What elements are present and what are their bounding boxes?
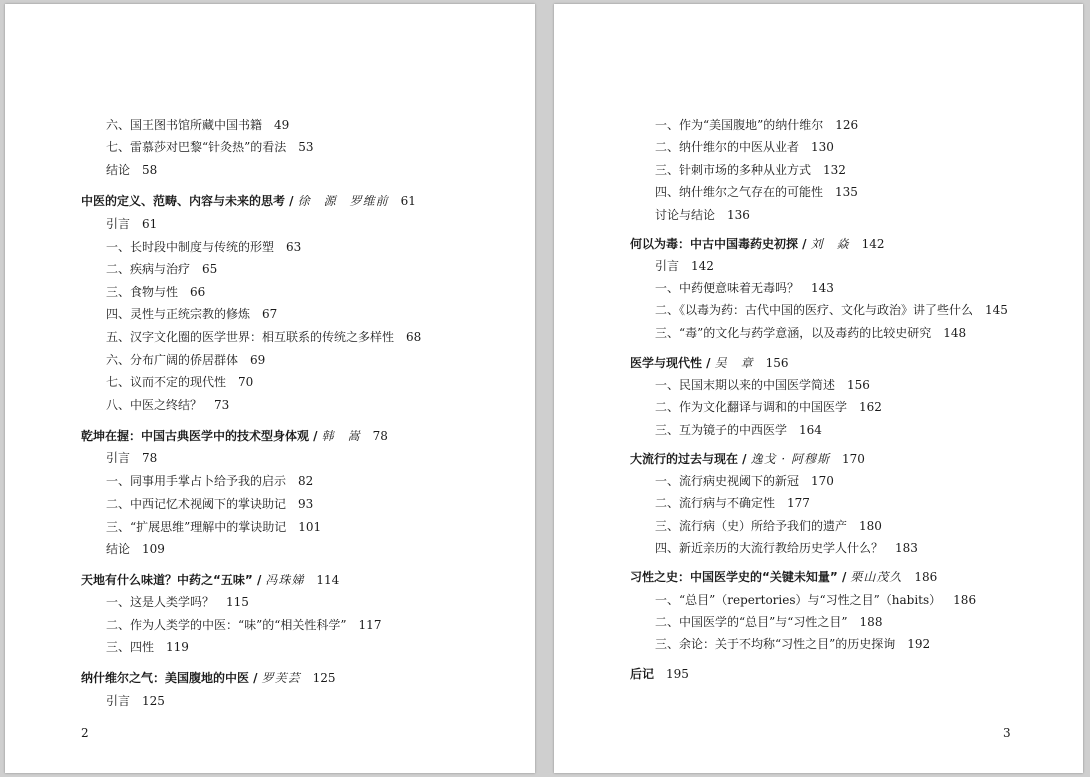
page-number: 2 bbox=[81, 726, 89, 740]
entry-page-number: 170 bbox=[842, 452, 865, 466]
toc-section-entry bbox=[655, 637, 930, 651]
entry-title: 四、新近亲历的大流行教给历史学人什么？ bbox=[655, 541, 884, 555]
toc-section-entry bbox=[655, 378, 870, 392]
entry-title: 二、纳什维尔的中医从业者 bbox=[655, 140, 800, 154]
toc-chapter-entry bbox=[630, 237, 884, 251]
toc-section-entry bbox=[655, 326, 966, 340]
toc-section-entry bbox=[106, 353, 265, 367]
toc-chapter-entry bbox=[630, 452, 865, 466]
entry-title: 六、国王图书馆所藏中国书籍 bbox=[106, 118, 263, 132]
toc-section-entry bbox=[655, 185, 858, 199]
entry-title: 医学与现代性 / bbox=[630, 356, 711, 370]
toc-section-entry bbox=[655, 118, 858, 132]
entry-author: 栗山茂久 bbox=[850, 570, 903, 584]
entry-page-number: 188 bbox=[859, 615, 883, 629]
entry-title: 三、针刺市场的多种从业方式 bbox=[655, 163, 812, 177]
toc-chapter-entry bbox=[630, 356, 788, 370]
entry-title: 习性之史：中国医学史的“关键未知量” / bbox=[630, 570, 847, 584]
entry-title: 何以为毒：中古中国毒药史初探 / bbox=[630, 237, 807, 251]
toc-section-entry bbox=[106, 542, 165, 556]
entry-page-number: 143 bbox=[811, 281, 834, 295]
entry-page-number: 192 bbox=[907, 637, 931, 651]
entry-page-number: 162 bbox=[859, 400, 882, 414]
entry-title: 六、分布广阔的侨居群体 bbox=[106, 353, 239, 367]
entry-page-number: 78 bbox=[372, 429, 388, 443]
entry-page-number: 186 bbox=[914, 570, 938, 584]
entry-page-number: 186 bbox=[953, 593, 977, 607]
toc-section-entry bbox=[655, 541, 918, 555]
toc-section-entry bbox=[655, 303, 1008, 317]
entry-author: 刘 焱 bbox=[810, 237, 850, 251]
toc-section-entry bbox=[106, 118, 289, 132]
toc-section-entry bbox=[106, 618, 381, 632]
entry-page-number: 61 bbox=[142, 217, 158, 231]
entry-title: 一、中药便意味着无毒吗？ bbox=[655, 281, 800, 295]
entry-page-number: 195 bbox=[666, 667, 689, 681]
toc-section-entry bbox=[655, 593, 976, 607]
toc-chapter-entry bbox=[81, 429, 388, 443]
entry-title: 一、这是人类学吗？ bbox=[106, 595, 215, 609]
toc-section-entry bbox=[655, 519, 882, 533]
page-left bbox=[5, 4, 535, 773]
entry-title: 后记 bbox=[630, 667, 655, 681]
toc-chapter-entry bbox=[81, 194, 416, 208]
entry-title: 一、同事用手掌占卜给予我的启示 bbox=[106, 474, 287, 488]
entry-title: 引言 bbox=[106, 451, 131, 465]
entry-page-number: 49 bbox=[274, 118, 290, 132]
toc-section-entry bbox=[106, 640, 189, 654]
entry-title: 乾坤在握：中国古典医学中的技术型身体观 / bbox=[81, 429, 318, 443]
toc-section-entry bbox=[106, 520, 321, 534]
toc-section-entry bbox=[106, 398, 229, 412]
toc-section-entry bbox=[106, 163, 157, 177]
entry-author: 冯珠娣 bbox=[265, 573, 305, 587]
entry-author: 韩 嵩 bbox=[321, 429, 361, 443]
entry-page-number: 142 bbox=[691, 259, 714, 273]
toc-section-entry bbox=[106, 307, 277, 321]
entry-title: 七、雷慕莎对巴黎“针灸热”的看法 bbox=[106, 140, 287, 154]
entry-page-number: 66 bbox=[190, 285, 206, 299]
entry-title: 二、作为文化翻译与调和的中国医学 bbox=[655, 400, 848, 414]
toc-section-entry bbox=[655, 474, 834, 488]
entry-page-number: 145 bbox=[985, 303, 1008, 317]
entry-title: 大流行的过去与现在 / bbox=[630, 452, 747, 466]
toc-section-entry bbox=[655, 140, 834, 154]
entry-page-number: 58 bbox=[142, 163, 158, 177]
toc-section-entry bbox=[655, 615, 882, 629]
toc-section-entry bbox=[655, 259, 714, 273]
entry-title: 天地有什么味道？中药之“五味” / bbox=[81, 573, 262, 587]
page-right bbox=[554, 4, 1083, 773]
entry-page-number: 156 bbox=[765, 356, 789, 370]
toc-section-entry bbox=[106, 217, 157, 231]
entry-page-number: 63 bbox=[286, 240, 302, 254]
toc-section-entry bbox=[106, 285, 205, 299]
toc-section-entry bbox=[106, 694, 165, 708]
entry-title: 二、作为人类学的中医：“味”的“相关性科学” bbox=[106, 618, 347, 632]
entry-title: 三、食物与性 bbox=[106, 285, 179, 299]
entry-title: 一、“总目”（repertories）与“习性之目”（habits） bbox=[655, 593, 942, 607]
entry-title: 二、流行病与不确定性 bbox=[655, 496, 776, 510]
entry-title: 一、长时段中制度与传统的形塑 bbox=[106, 240, 275, 254]
entry-page-number: 130 bbox=[811, 140, 834, 154]
entry-title: 三、四性 bbox=[106, 640, 155, 654]
entry-page-number: 170 bbox=[811, 474, 834, 488]
entry-title: 三、余论：关于不均称“习性之目”的历史探询 bbox=[655, 637, 896, 651]
entry-title: 四、纳什维尔之气存在的可能性 bbox=[655, 185, 824, 199]
entry-page-number: 61 bbox=[400, 194, 416, 208]
entry-title: 三、流行病（史）所给予我们的遗产 bbox=[655, 519, 848, 533]
entry-title: 引言 bbox=[106, 217, 131, 231]
entry-page-number: 119 bbox=[166, 640, 189, 654]
entry-page-number: 67 bbox=[262, 307, 278, 321]
toc-chapter-entry bbox=[81, 671, 335, 685]
entry-page-number: 183 bbox=[895, 541, 918, 555]
entry-page-number: 69 bbox=[250, 353, 266, 367]
entry-page-number: 125 bbox=[142, 694, 165, 708]
entry-page-number: 156 bbox=[847, 378, 870, 392]
entry-page-number: 78 bbox=[142, 451, 158, 465]
entry-author: 徐 源 罗维前 bbox=[297, 194, 389, 208]
entry-title: 七、议而不定的现代性 bbox=[106, 375, 227, 389]
entry-title: 五、汉字文化圈的医学世界：相互联系的传统之多样性 bbox=[106, 330, 395, 344]
toc-section-entry bbox=[106, 497, 313, 511]
entry-page-number: 115 bbox=[226, 595, 249, 609]
entry-title: 三、“毒”的文化与药学意涵，以及毒药的比较史研究 bbox=[655, 326, 932, 340]
entry-page-number: 148 bbox=[943, 326, 967, 340]
entry-title: 一、流行病史视阈下的新冠 bbox=[655, 474, 800, 488]
entry-page-number: 109 bbox=[142, 542, 165, 556]
entry-title: 讨论与结论 bbox=[655, 208, 716, 222]
entry-page-number: 126 bbox=[835, 118, 859, 132]
entry-title: 一、民国末期以来的中国医学简述 bbox=[655, 378, 836, 392]
entry-title: 引言 bbox=[655, 259, 680, 273]
toc-section-entry bbox=[655, 496, 810, 510]
toc-section-entry bbox=[655, 400, 882, 414]
toc-section-entry bbox=[106, 330, 421, 344]
toc-section-entry bbox=[655, 208, 750, 222]
entry-author: 罗芙芸 bbox=[261, 671, 301, 685]
entry-page-number: 125 bbox=[312, 671, 336, 685]
entry-title: 三、互为镜子的中西医学 bbox=[655, 423, 788, 437]
entry-page-number: 82 bbox=[298, 474, 314, 488]
toc-section-entry bbox=[106, 240, 301, 254]
entry-title: 纳什维尔之气：美国腹地的中医 / bbox=[81, 671, 258, 685]
entry-page-number: 180 bbox=[859, 519, 882, 533]
entry-page-number: 142 bbox=[861, 237, 885, 251]
toc-section-entry bbox=[106, 140, 314, 154]
entry-title: 八、中医之终结？ bbox=[106, 398, 203, 412]
entry-title: 一、作为“美国腹地”的纳什维尔 bbox=[655, 118, 824, 132]
page-number: 3 bbox=[1003, 726, 1011, 740]
entry-title: 二、中西记忆术视阈下的掌诀助记 bbox=[106, 497, 287, 511]
toc-chapter-entry bbox=[81, 573, 339, 587]
entry-title: 结论 bbox=[106, 542, 131, 556]
entry-page-number: 132 bbox=[823, 163, 846, 177]
entry-page-number: 101 bbox=[298, 520, 322, 534]
entry-title: 二、《以毒为药：古代中国的医疗、文化与政治》讲了些什么 bbox=[655, 303, 974, 317]
entry-page-number: 68 bbox=[406, 330, 422, 344]
toc-section-entry bbox=[655, 281, 834, 295]
toc-section-entry bbox=[106, 474, 313, 488]
entry-page-number: 70 bbox=[238, 375, 254, 389]
toc-section-entry bbox=[106, 262, 217, 276]
entry-title: 二、中国医学的“总目”与“习性之目” bbox=[655, 615, 848, 629]
toc-section-entry bbox=[655, 163, 846, 177]
entry-title: 中医的定义、范畴、内容与未来的思考 / bbox=[81, 194, 294, 208]
entry-page-number: 136 bbox=[727, 208, 750, 222]
entry-page-number: 117 bbox=[358, 618, 382, 632]
entry-title: 三、“扩展思维”理解中的掌诀助记 bbox=[106, 520, 287, 534]
entry-page-number: 114 bbox=[316, 573, 340, 587]
entry-title: 引言 bbox=[106, 694, 131, 708]
entry-title: 二、疾病与治疗 bbox=[106, 262, 191, 276]
entry-page-number: 135 bbox=[835, 185, 858, 199]
toc-section-entry bbox=[106, 451, 157, 465]
entry-title: 四、灵性与正统宗教的修炼 bbox=[106, 307, 251, 321]
toc-section-entry bbox=[655, 423, 822, 437]
entry-page-number: 164 bbox=[799, 423, 822, 437]
toc-chapter-entry bbox=[630, 570, 937, 584]
toc-chapter-entry bbox=[630, 667, 689, 681]
toc-section-entry bbox=[106, 375, 253, 389]
entry-page-number: 93 bbox=[298, 497, 314, 511]
entry-author: 吴 章 bbox=[714, 356, 754, 370]
entry-page-number: 65 bbox=[202, 262, 218, 276]
entry-page-number: 73 bbox=[214, 398, 230, 412]
entry-page-number: 177 bbox=[787, 496, 810, 510]
entry-page-number: 53 bbox=[298, 140, 314, 154]
entry-title: 结论 bbox=[106, 163, 131, 177]
entry-author: 逸戈 · 阿穆斯 bbox=[750, 452, 831, 466]
toc-section-entry bbox=[106, 595, 249, 609]
